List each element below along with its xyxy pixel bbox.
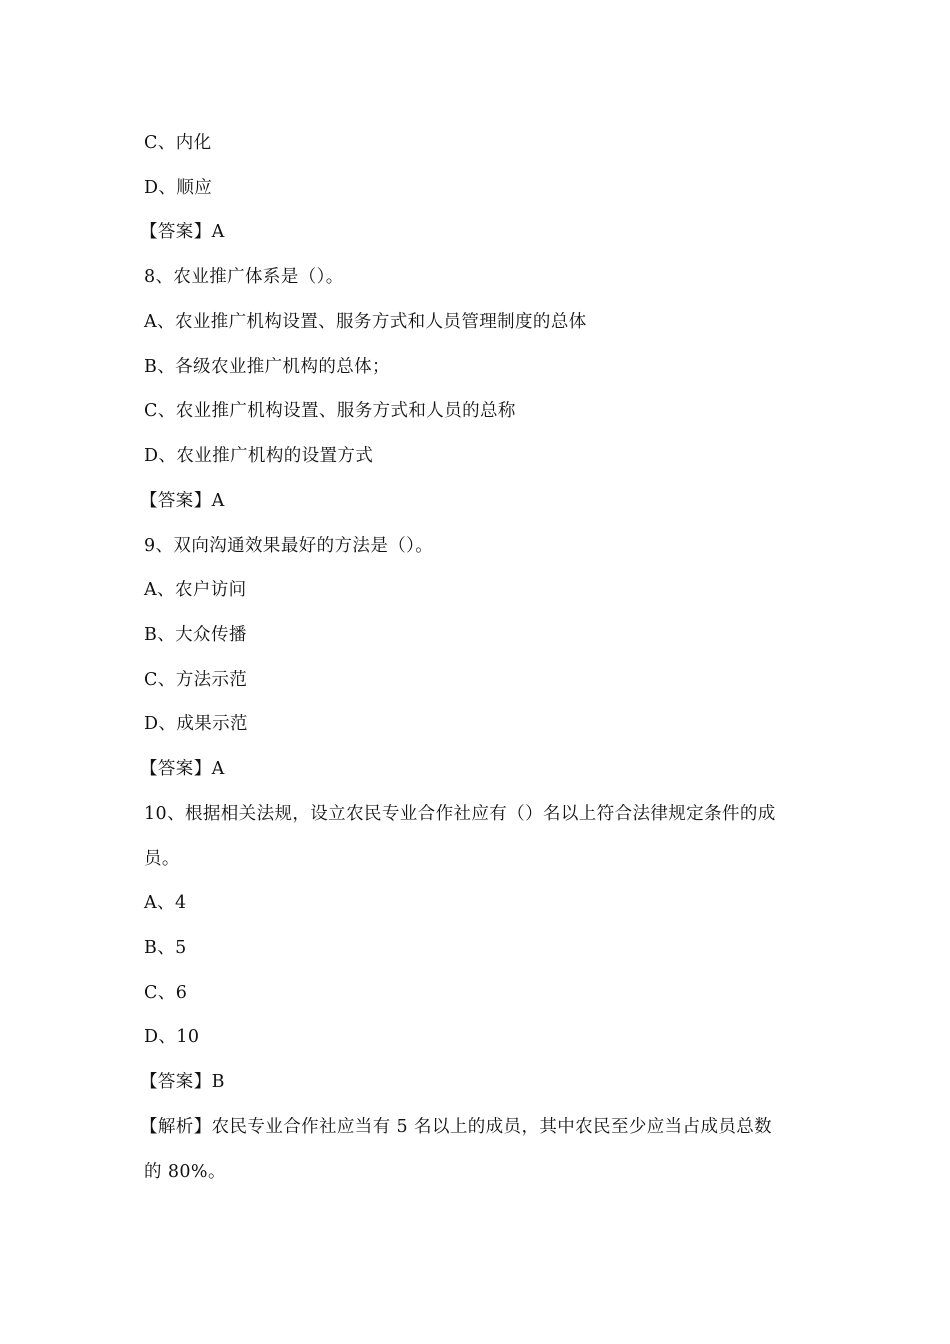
q7-option-d: D、顺应 — [144, 178, 213, 198]
q9-option-c: C、方法示范 — [144, 670, 248, 690]
q9-answer: 【答案】A — [140, 759, 225, 779]
q10-explanation-line2: 的 80%。 — [144, 1162, 226, 1182]
q8-answer: 【答案】A — [140, 491, 225, 511]
q8-question: 8、农业推广体系是（）。 — [144, 267, 344, 287]
q10-answer: 【答案】B — [140, 1072, 225, 1092]
q8-option-a: A、农业推广机构设置、服务方式和人员管理制度的总体 — [144, 312, 587, 332]
q10-explanation-line1: 【解析】农民专业合作社应当有 5 名以上的成员，其中农民至少应当占成员总数 — [140, 1117, 773, 1137]
q8-option-c: C、农业推广机构设置、服务方式和人员的总称 — [144, 401, 516, 421]
q9-question: 9、双向沟通效果最好的方法是（）。 — [144, 536, 434, 556]
q10-option-d: D、10 — [144, 1027, 200, 1047]
q10-question-line1: 10、根据相关法规，设立农民专业合作社应有（）名以上符合法律规定条件的成 — [144, 804, 776, 824]
q10-option-a: A、4 — [144, 893, 187, 913]
q10-question-line2: 员。 — [144, 849, 180, 869]
q10-option-c: C、6 — [144, 983, 188, 1003]
q10-option-b: B、5 — [144, 938, 187, 958]
q9-option-a: A、农户访问 — [144, 580, 247, 600]
q9-option-b: B、大众传播 — [144, 625, 247, 645]
q8-option-b: B、各级农业推广机构的总体； — [144, 357, 390, 377]
q7-answer: 【答案】A — [140, 222, 225, 242]
q9-option-d: D、成果示范 — [144, 714, 248, 734]
q8-option-d: D、农业推广机构的设置方式 — [144, 446, 374, 466]
q7-option-c: C、内化 — [144, 133, 212, 153]
